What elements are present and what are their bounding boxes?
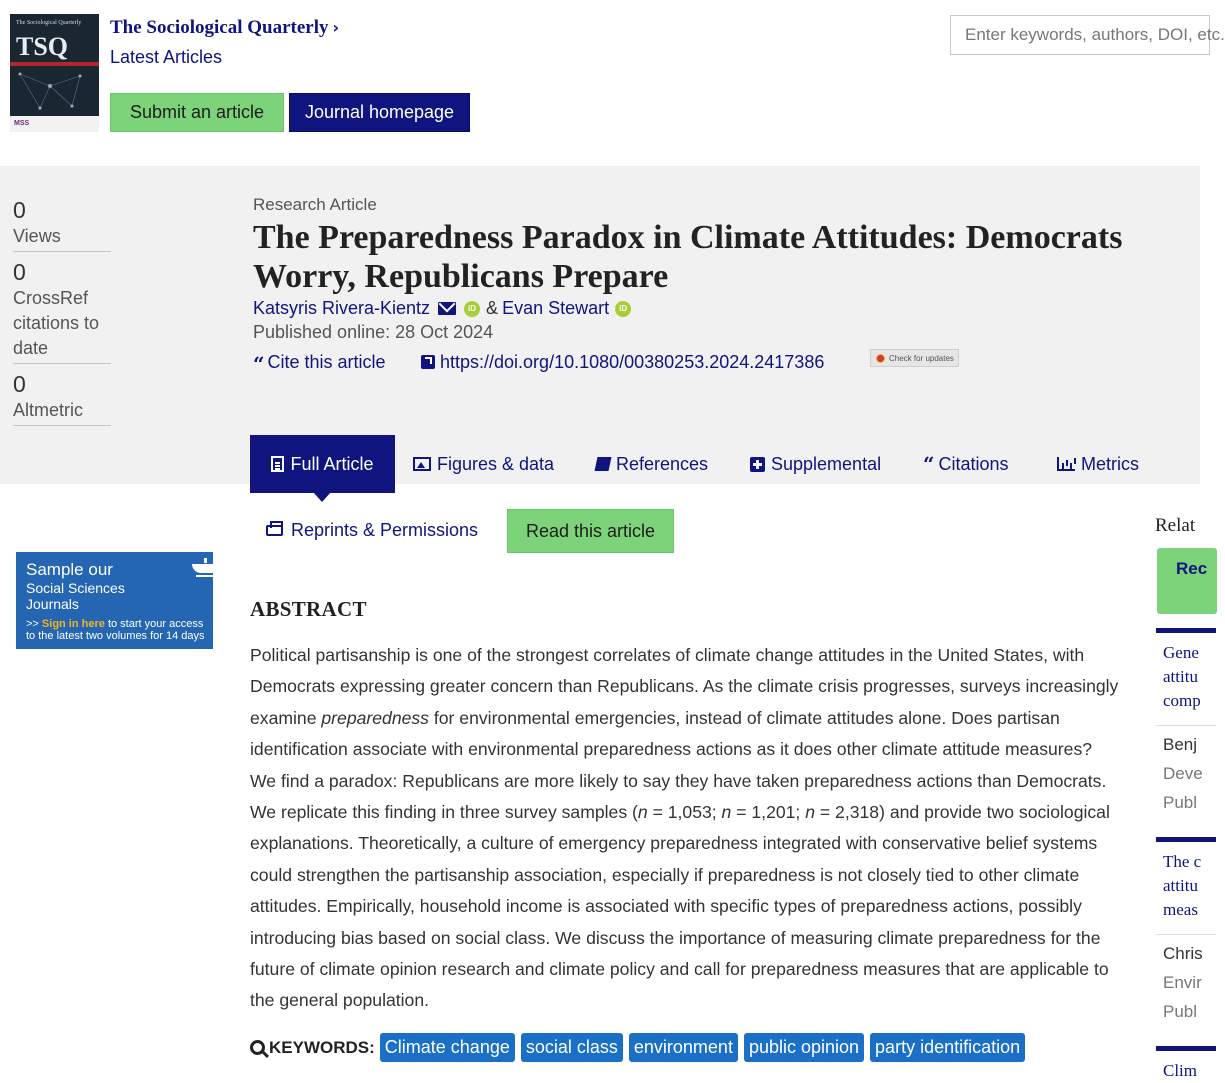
- search-input[interactable]: Enter keywords, authors, DOI, etc.: [950, 15, 1210, 55]
- metric-value: 0: [13, 197, 26, 223]
- promo-rest-1: to start your access: [107, 618, 204, 630]
- related-article-card[interactable]: [1156, 837, 1216, 1026]
- author-link[interactable]: Evan Stewart: [502, 298, 610, 318]
- doi-text: https://doi.org/10.1080/00380253.2024.2417386: [440, 352, 825, 372]
- read-article-button[interactable]: Read this article: [507, 509, 674, 553]
- search-icon: [250, 1040, 265, 1055]
- reprints-permissions-link[interactable]: [266, 520, 478, 541]
- quote-icon: “: [253, 352, 265, 376]
- bar-chart-icon: [1057, 457, 1075, 471]
- metric-label: Views: [13, 226, 61, 246]
- author-link[interactable]: Katsyris Rivera-Kientz: [253, 298, 431, 318]
- keyword-tag[interactable]: party identification: [870, 1033, 1025, 1062]
- promo-sign-in-link[interactable]: Sign in here: [41, 618, 105, 630]
- check-updates-label: Check for updates: [889, 353, 954, 363]
- cite-article-link[interactable]: [253, 352, 386, 376]
- check-for-updates-button[interactable]: [870, 349, 959, 367]
- published-date: Published online: 28 Oct 2024: [253, 322, 494, 342]
- promo-line-2: Social Sciences: [26, 580, 125, 596]
- sample-journals-banner[interactable]: [16, 552, 213, 649]
- related-title: The c attitu meas: [1163, 852, 1202, 919]
- related-author: Benj: [1163, 735, 1198, 754]
- cover-network-graphic: [10, 66, 99, 116]
- tab-label: Full Article: [290, 453, 374, 474]
- submit-article-button[interactable]: Submit an article: [110, 93, 284, 132]
- journal-title-link[interactable]: [110, 17, 339, 39]
- related-title: Gene attitu comp: [1163, 643, 1201, 710]
- promo-lines: [26, 580, 125, 612]
- chevron-right-icon: ›: [332, 18, 340, 37]
- keyword-tag[interactable]: Climate change: [380, 1033, 515, 1062]
- book-icon: [595, 457, 612, 471]
- tab-label: Figures & data: [437, 453, 555, 474]
- crossmark-icon: [876, 354, 885, 363]
- tab-label: Metrics: [1081, 453, 1139, 474]
- keywords-row: [250, 1033, 1031, 1062]
- keywords-label: [250, 1038, 375, 1058]
- tab-label: Citations: [938, 453, 1009, 474]
- promo-cta: [26, 618, 216, 642]
- related-journal: Deve: [1163, 764, 1203, 783]
- promo-prefix: >>: [26, 618, 39, 630]
- metric-value: 0: [13, 259, 26, 285]
- journal-title-text: The Sociological Quarterly: [110, 17, 329, 38]
- tab-full-article[interactable]: [250, 435, 395, 493]
- related-article-card[interactable]: [1156, 1046, 1216, 1083]
- related-title: Clim: [1163, 1061, 1198, 1080]
- cover-small-text: The Sociological Quarterly: [16, 20, 82, 26]
- tab-label: Supplemental: [771, 453, 882, 474]
- site-header: [0, 0, 1225, 166]
- author-separator: &: [486, 298, 499, 318]
- keyword-tag[interactable]: environment: [629, 1033, 738, 1062]
- related-button-label: Rec: [1176, 559, 1208, 578]
- tab-supplemental[interactable]: [750, 435, 881, 493]
- promo-line-3: Journals: [26, 596, 79, 612]
- metric-value: 0: [13, 371, 26, 397]
- promo-line-1: Sample our: [26, 560, 113, 579]
- lamp-icon: [192, 564, 220, 573]
- quote-icon: “: [923, 452, 935, 476]
- metric-label: CrossRef citations to date: [13, 288, 100, 358]
- metric-altmetric: [13, 370, 111, 426]
- document-icon: [271, 456, 284, 472]
- cover-publisher-mark: MSS: [14, 120, 30, 127]
- related-articles-heading: Relat: [1155, 515, 1196, 536]
- printer-icon: [266, 525, 283, 536]
- tab-label: References: [616, 453, 709, 474]
- doi-link[interactable]: [421, 352, 824, 373]
- reprints-label: Reprints & Permissions: [291, 520, 479, 540]
- tab-figures-data[interactable]: [413, 435, 554, 493]
- related-recommended-button[interactable]: [1157, 548, 1217, 614]
- journal-cover-image[interactable]: [10, 14, 99, 132]
- journal-homepage-button[interactable]: Journal homepage: [289, 93, 470, 132]
- article-metrics: [13, 196, 111, 432]
- keyword-tag[interactable]: public opinion: [744, 1033, 864, 1062]
- email-icon[interactable]: [438, 302, 456, 315]
- related-article-card[interactable]: [1156, 628, 1216, 817]
- author-list: [253, 298, 633, 319]
- metric-label: Altmetric: [13, 400, 84, 420]
- metric-crossref: [13, 258, 111, 364]
- abstract-text: Political partisanship is one of the strongest correlates of climate change attitudes in the United States, with Democrats expressing greater concern than Republicans. As the climate crisis progresses, surveys increasingly examine preparedness for environmental emergencies, instead of climate attitudes alone. Does partisan identification associate with environmental preparedness actions as it does other climate attitude measures? We find a paradox: Republicans are more likely to say they have taken preparedness actions than Democrats. We replicate this finding in three survey samples (n = 1,053; n = 1,201; n = 2,318) and provide two sociological explanations. Theoretically, a culture of emergency preparedness integrated with conservative belief systems could strengthen the partisanship association, especially if preparedness is not closely tied to other climate attitudes. Empirically, household income is associated with specific types of preparedness actions, possibly introducing bias based on social class. We discuss the importance of measuring climate preparedness for the future of climate opinion research and climate policy and call for preparedness measures that are applicable to the general population.: [250, 645, 1119, 1011]
- external-link-icon: [421, 355, 435, 369]
- promo-rest-2: to the latest two volumes for 14 days: [26, 630, 205, 642]
- related-journal: Envir: [1163, 973, 1202, 992]
- related-author: Chris: [1163, 944, 1203, 963]
- article-title: The Preparedness Paradox in Climate Attitudes: Democrats Worry, Republicans Prepare: [253, 219, 1123, 295]
- orcid-icon[interactable]: iD: [464, 301, 480, 317]
- abstract-heading: ABSTRACT: [250, 597, 367, 621]
- image-icon: [413, 457, 431, 471]
- cover-footer: [10, 116, 99, 132]
- cite-label: Cite this article: [267, 352, 386, 372]
- cover-abbrev: TSQ: [16, 32, 69, 61]
- metric-views: [13, 196, 111, 252]
- latest-articles-link[interactable]: Latest Articles: [110, 47, 223, 67]
- related-published: Publ: [1163, 793, 1198, 812]
- keywords-label-text: KEYWORDS:: [269, 1037, 375, 1057]
- tab-metrics[interactable]: [1057, 435, 1139, 493]
- article-type: Research Article: [253, 195, 377, 214]
- related-published: Publ: [1163, 1002, 1198, 1021]
- tab-citations[interactable]: [923, 435, 1009, 493]
- tab-references[interactable]: [596, 435, 708, 493]
- keyword-tag[interactable]: social class: [521, 1033, 623, 1062]
- plus-square-icon: [750, 457, 765, 472]
- orcid-icon[interactable]: iD: [615, 301, 631, 317]
